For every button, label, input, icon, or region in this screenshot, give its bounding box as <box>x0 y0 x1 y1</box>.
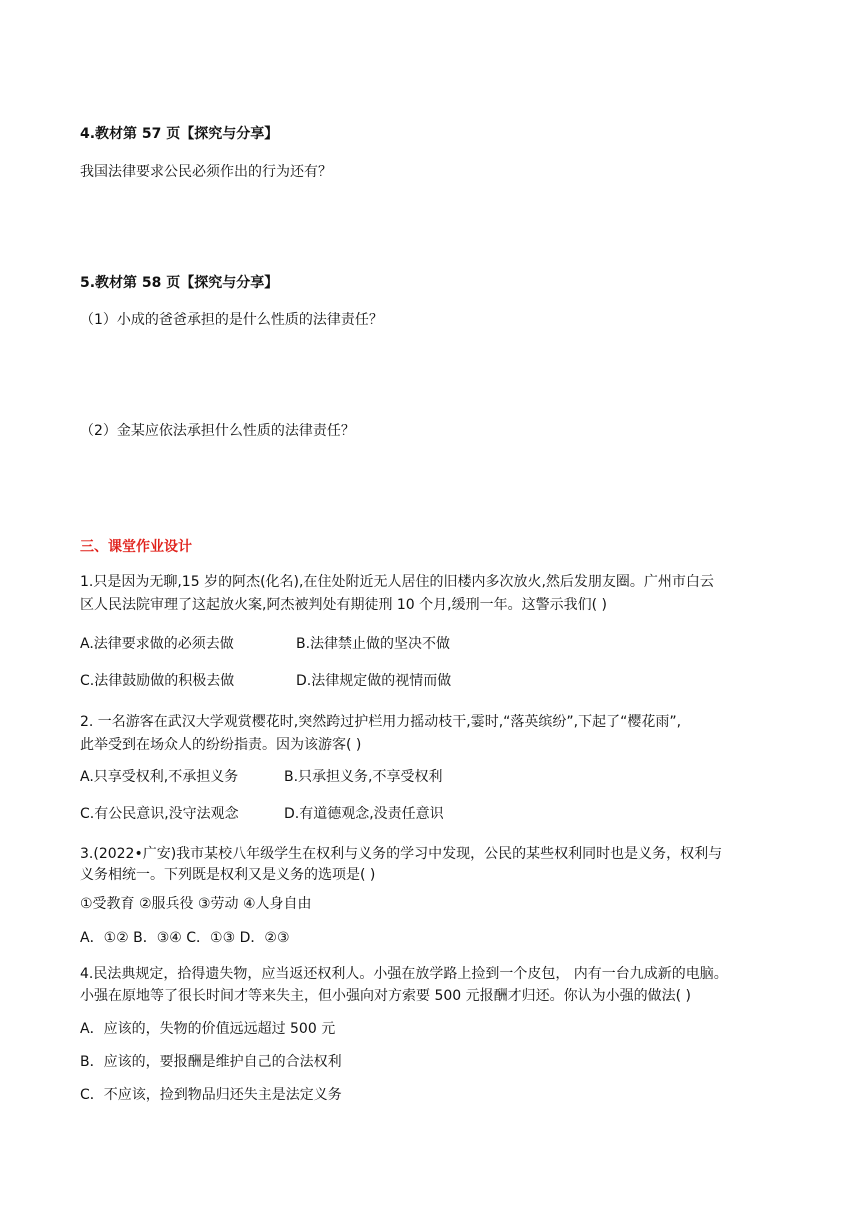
q1-options-row-1 <box>80 633 790 655</box>
q2-stem-line-1: 2. 一名游客在武汉大学观赏樱花时,突然跨过护栏用力摇动枝干,霎时,“落英缤纷”,下起了“樱花雨”, <box>80 714 682 730</box>
q1-option-a: A.法律要求做的必须去做 <box>80 636 234 652</box>
q4-stem-line-1: 4.民法典规定，拾得遗失物，应当返还权利人。小强在放学路上捡到一个皮包， 内有一台九成新的电脑。 <box>80 966 728 982</box>
part-3-heading: 三、课堂作业设计 <box>80 539 192 555</box>
section-5-question-2: （2）金某应依法承担什么性质的法律责任？ <box>80 423 355 439</box>
q3-options: A．①② B．③④ C．①③ D．②③ <box>80 930 290 946</box>
q4-option-b: B．应该的，要报酬是维护自己的合法权利 <box>80 1054 342 1070</box>
q2-stem-line-2: 此举受到在场众人的纷纷指责。因为该游客( ) <box>80 737 362 753</box>
section-4-title: 4.教材第 57 页【探究与分享】 <box>80 126 279 142</box>
q2-options-row-1 <box>80 766 790 788</box>
q1-option-d: D.法律规定做的视情而做 <box>296 673 452 689</box>
q2-option-b: B.只承担义务,不享受权利 <box>284 769 443 785</box>
section-4-question: 我国法律要求公民必须作出的行为还有？ <box>80 164 332 180</box>
q1-option-c: C.法律鼓励做的积极去做 <box>80 673 235 689</box>
q1-stem-line-2: 区人民法院审理了这起放火案,阿杰被判处有期徒刑 10 个月,缓刑一年。这警示我们( ) <box>80 597 607 613</box>
section-5-title: 5.教材第 58 页【探究与分享】 <box>80 275 279 291</box>
q2-option-a: A.只享受权利,不承担义务 <box>80 769 239 785</box>
q4-stem-line-2: 小强在原地等了很长时间才等来失主，但小强向对方索要 500 元报酬才归还。你认为小强的做法( ) <box>80 988 691 1004</box>
q1-option-b: B.法律禁止做的坚决不做 <box>296 636 451 652</box>
section-5-question-1: （1）小成的爸爸承担的是什么性质的法律责任？ <box>80 312 383 328</box>
q4-option-a: A．应该的，失物的价值远远超过 500 元 <box>80 1021 336 1037</box>
q1-stem-line-1: 1.只是因为无聊,15 岁的阿杰(化名),在住处附近无人居住的旧楼内多次放火,然后发朋友圈。广州市白云 <box>80 574 714 590</box>
q4-option-c: C．不应该，捡到物品归还失主是法定义务 <box>80 1087 342 1103</box>
q3-stem-line-2: 义务相统一。下列既是权利又是义务的选项是( ) <box>80 867 376 883</box>
q2-options-row-2 <box>80 803 790 825</box>
q2-option-c: C.有公民意识,没守法观念 <box>80 806 239 822</box>
q3-items: ①受教育 ②服兵役 ③劳动 ④人身自由 <box>80 896 312 912</box>
q2-option-d: D.有道德观念,没责任意识 <box>284 806 444 822</box>
q1-options-row-2 <box>80 670 790 692</box>
q3-stem-line-1: 3.(2022•广安)我市某校八年级学生在权利与义务的学习中发现，公民的某些权利同时也是义务，权利与 <box>80 846 723 862</box>
